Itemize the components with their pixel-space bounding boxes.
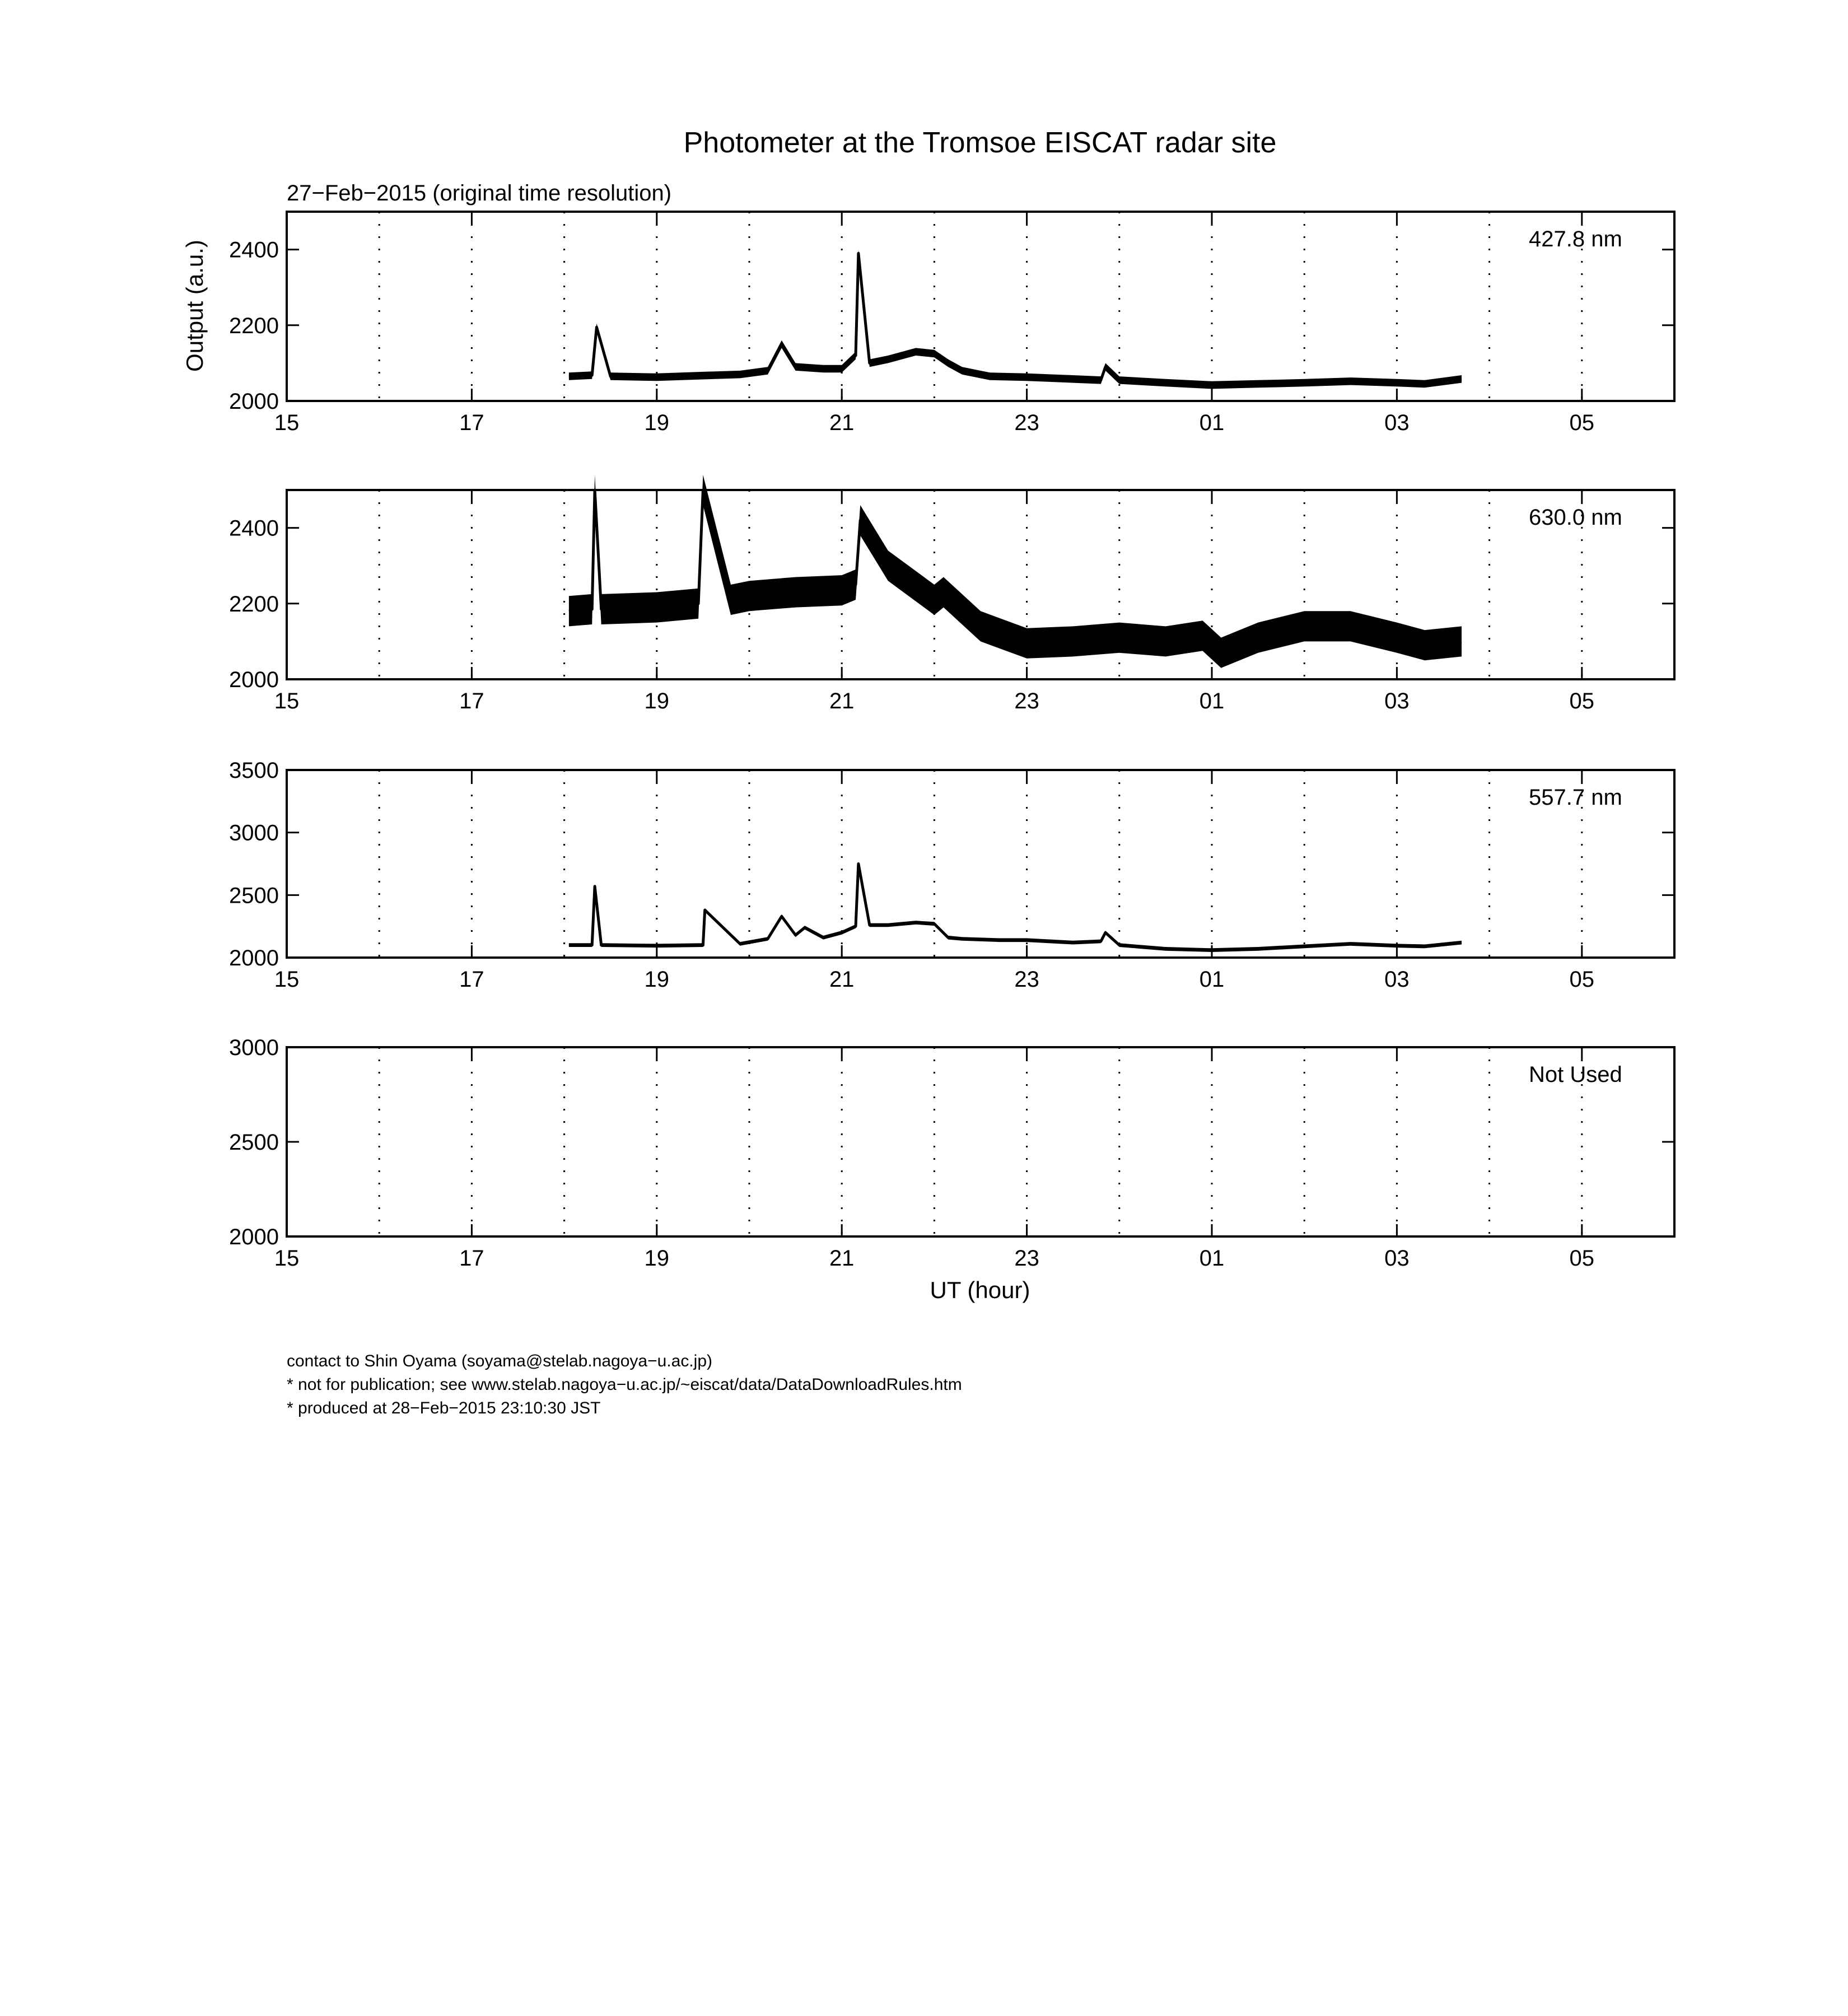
y-tick-label: 3500 (229, 758, 279, 783)
y-tick-label: 2200 (229, 313, 279, 338)
figure-subtitle: 27−Feb−2015 (original time resolution) (287, 181, 672, 206)
footer-publication-note: * not for publication; see www.stelab.nagoya−u.ac.jp/~eiscat/data/DataDownloadRules.htm (287, 1375, 962, 1394)
x-tick-label: 19 (644, 967, 670, 992)
y-tick-label: 2400 (229, 237, 279, 263)
photometer-panels (229, 212, 1674, 1271)
panel-4 (229, 1035, 1674, 1271)
footer-notes (287, 1352, 962, 1417)
y-tick-label: 2400 (229, 516, 279, 541)
series-line (569, 253, 1462, 385)
footer-contact: contact to Shin Oyama (soyama@stelab.nagoya−u.ac.jp) (287, 1352, 713, 1370)
x-tick-label: 23 (1014, 410, 1039, 435)
footer-produced-note: * produced at 28−Feb−2015 23:10:30 JST (287, 1399, 601, 1417)
channel-label: 630.0 nm (1529, 505, 1622, 530)
y-tick-label: 2000 (229, 946, 279, 970)
panel-2 (229, 475, 1674, 713)
x-tick-label: 21 (829, 967, 855, 992)
channel-label: Not Used (1529, 1062, 1622, 1087)
y-tick-label: 2000 (229, 668, 279, 692)
y-axis-label: Output (a.u.) (181, 240, 208, 372)
x-tick-label: 05 (1569, 967, 1595, 992)
x-tick-label: 23 (1014, 689, 1039, 713)
x-tick-label: 05 (1569, 410, 1595, 435)
y-tick-label: 2500 (229, 883, 279, 908)
x-tick-label: 05 (1569, 689, 1595, 713)
y-tick-label: 3000 (229, 1035, 279, 1060)
x-tick-label: 17 (459, 689, 484, 713)
x-tick-label: 15 (274, 967, 300, 992)
x-tick-label: 21 (829, 410, 855, 435)
x-tick-label: 01 (1199, 1246, 1225, 1271)
x-tick-label: 21 (829, 1246, 855, 1271)
channel-label: 557.7 nm (1529, 785, 1622, 810)
series-band (569, 250, 1462, 389)
x-tick-label: 19 (644, 689, 670, 713)
x-tick-label: 19 (644, 1246, 670, 1271)
y-tick-label: 3000 (229, 820, 279, 846)
x-tick-label: 21 (829, 689, 855, 713)
x-tick-label: 15 (274, 689, 300, 713)
x-tick-label: 23 (1014, 967, 1039, 992)
x-tick-label: 01 (1199, 689, 1225, 713)
x-tick-label: 01 (1199, 410, 1225, 435)
x-tick-label: 17 (459, 410, 484, 435)
x-tick-label: 05 (1569, 1246, 1595, 1271)
x-tick-label: 23 (1014, 1246, 1039, 1271)
panel-3 (229, 758, 1674, 992)
x-tick-label: 17 (459, 1246, 484, 1271)
x-tick-label: 19 (644, 410, 670, 435)
figure-title: Photometer at the Tromsoe EISCAT radar site (683, 127, 1277, 159)
panel-1 (229, 212, 1674, 435)
x-tick-label: 03 (1384, 967, 1410, 992)
x-tick-label: 03 (1384, 410, 1410, 435)
y-tick-label: 2200 (229, 591, 279, 617)
panel-frame (287, 490, 1674, 679)
x-tick-label: 03 (1384, 1246, 1410, 1271)
x-tick-label: 15 (274, 1246, 300, 1271)
x-axis-label: UT (hour) (930, 1277, 1030, 1303)
panel-frame (287, 1047, 1674, 1236)
y-tick-label: 2500 (229, 1130, 279, 1155)
x-tick-label: 03 (1384, 689, 1410, 713)
channel-label: 427.8 nm (1529, 227, 1622, 251)
y-tick-label: 2000 (229, 389, 279, 414)
x-tick-label: 01 (1199, 967, 1225, 992)
y-tick-label: 2000 (229, 1225, 279, 1249)
series-line (569, 864, 1462, 950)
x-tick-label: 17 (459, 967, 484, 992)
panel-frame (287, 770, 1674, 958)
x-tick-label: 15 (274, 410, 300, 435)
